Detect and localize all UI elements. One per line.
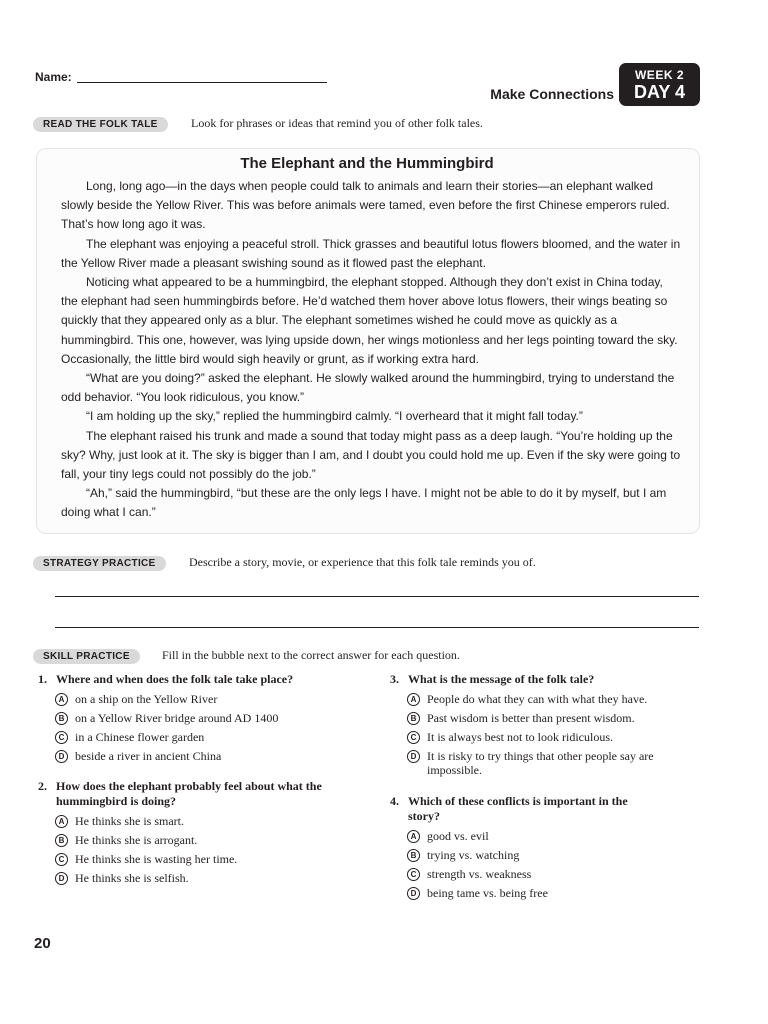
answer-option[interactable] — [38, 852, 328, 866]
option-text: on a ship on the Yellow River — [75, 692, 218, 706]
option-text: It is always best not to look ridiculous. — [427, 730, 613, 744]
question-text: How does the elephant probably feel about what the hummingbird is doing? — [56, 779, 322, 808]
bubble-c-icon[interactable]: C — [55, 731, 68, 744]
story-title: The Elephant and the Hummingbird — [240, 155, 494, 172]
skill-section-instruction: Fill in the bubble next to the correct answer for each question. — [162, 648, 460, 662]
bubble-c-icon[interactable]: C — [55, 853, 68, 866]
answer-option[interactable] — [390, 730, 700, 744]
bubble-b-icon[interactable]: B — [407, 712, 420, 725]
answer-option[interactable] — [390, 711, 700, 725]
answer-option[interactable] — [390, 848, 640, 862]
strategy-answer-line[interactable] — [55, 596, 699, 597]
question-1 — [38, 672, 338, 763]
option-text: on a Yellow River bridge around AD 1400 — [75, 711, 279, 725]
name-row — [35, 70, 335, 86]
option-text: It is risky to try things that other people say are impossible. — [427, 749, 654, 777]
story-paragraph: “What are you doing?” asked the elephant. He slowly walked around the hummingbird, trying to understand the odd behavior. “You look ridiculous, you know.” — [61, 371, 675, 405]
option-text: Past wisdom is better than present wisdom. — [427, 711, 635, 725]
strategy-section-label: STRATEGY PRACTICE — [33, 556, 166, 571]
read-section-label: READ THE FOLK TALE — [33, 117, 168, 132]
story-paragraph: The elephant raised his trunk and made a sound that today might pass as a deep laugh. “You’re holding up the sky? Why, just look at it. The sky is bigger than I am, and I doubt you could hold me up. Even if the sky were going to fall, your tiny legs could not possibly do the job.” — [61, 428, 681, 482]
option-text: being tame vs. being free — [427, 886, 548, 900]
bubble-c-icon[interactable]: C — [407, 868, 420, 881]
story-paragraph: The elephant was enjoying a peaceful stroll. Thick grasses and beautiful lotus flowers bloomed, and the water in the Yellow River made a pleasant swishing sound as it flowed past the elephant. — [61, 236, 681, 270]
bubble-a-icon[interactable]: A — [407, 830, 420, 843]
answer-option[interactable] — [390, 886, 640, 900]
bubble-c-icon[interactable]: C — [407, 731, 420, 744]
answer-option[interactable] — [390, 692, 700, 706]
story-paragraph: Noticing what appeared to be a hummingbird, the elephant stopped. Although they don’t exist in China today, the elephant had seen hummingbirds before. He’d watched them hover above lotus flowers, their wings beating so quickly that they appeared only as a blur. The elephant sometimes wished he could move as quickly as a hummingbird. This one, however, was lying upside down, her wings motionless and her legs pointing toward the sky. Occasionally, the little bird would sigh heavily or grunt, as if working extra hard. — [61, 275, 678, 366]
option-text: good vs. evil — [427, 829, 489, 843]
question-stem — [38, 779, 328, 809]
bubble-b-icon[interactable]: B — [55, 834, 68, 847]
bubble-a-icon[interactable]: A — [407, 693, 420, 706]
read-section-instruction: Look for phrases or ideas that remind you of other folk tales. — [191, 116, 483, 130]
day-label: DAY 4 — [633, 82, 686, 102]
answer-option[interactable] — [38, 871, 328, 885]
bubble-a-icon[interactable]: A — [55, 815, 68, 828]
page-number: 20 — [34, 935, 51, 952]
bubble-d-icon[interactable]: D — [407, 750, 420, 763]
question-text: Where and when does the folk tale take place? — [56, 672, 294, 686]
answer-option[interactable] — [38, 833, 328, 847]
question-3 — [390, 672, 700, 777]
answer-option[interactable] — [38, 692, 338, 706]
answer-option[interactable] — [38, 730, 338, 744]
option-text: He thinks she is smart. — [75, 814, 184, 828]
answer-option[interactable] — [38, 711, 338, 725]
answer-option[interactable] — [38, 814, 328, 828]
question-text: What is the message of the folk tale? — [408, 672, 595, 686]
option-text: He thinks she is wasting her time. — [75, 852, 238, 866]
question-stem — [390, 794, 640, 824]
question-2 — [38, 779, 328, 885]
answer-option[interactable] — [390, 867, 640, 881]
question-stem — [38, 672, 338, 687]
question-number: 3. — [390, 672, 399, 686]
option-text: He thinks she is arrogant. — [75, 833, 198, 847]
bubble-b-icon[interactable]: B — [407, 849, 420, 862]
option-text: in a Chinese flower garden — [75, 730, 205, 744]
bubble-b-icon[interactable]: B — [55, 712, 68, 725]
story-paragraph: “Ah,” said the hummingbird, “but these are the only legs I have. I might not be able to do it by myself, but I am doing what I can.” — [61, 486, 667, 520]
story-paragraph: “I am holding up the sky,” replied the hummingbird calmly. “I overheard that it might fall today.” — [86, 409, 583, 424]
question-number: 1. — [38, 672, 47, 686]
answer-option[interactable] — [390, 749, 667, 777]
lesson-subtitle: Make Connections — [490, 86, 614, 102]
week-label: WEEK 2 — [634, 68, 684, 82]
bubble-d-icon[interactable]: D — [55, 872, 68, 885]
answer-option[interactable] — [390, 829, 640, 843]
skill-section-label: SKILL PRACTICE — [33, 649, 140, 664]
week-day-tab — [619, 63, 700, 106]
question-4 — [390, 794, 640, 900]
question-text: Which of these conflicts is important in the story? — [408, 794, 628, 823]
answer-option[interactable] — [38, 749, 338, 763]
question-number: 4. — [390, 794, 399, 808]
option-text: beside a river in ancient China — [75, 749, 222, 763]
question-stem — [390, 672, 700, 687]
bubble-a-icon[interactable]: A — [55, 693, 68, 706]
strategy-section-instruction: Describe a story, movie, or experience that this folk tale reminds you of. — [189, 555, 536, 569]
bubble-d-icon[interactable]: D — [55, 750, 68, 763]
option-text: People do what they can with what they have. — [427, 692, 648, 706]
bubble-d-icon[interactable]: D — [407, 887, 420, 900]
question-number: 2. — [38, 779, 47, 793]
name-answer-line[interactable] — [77, 82, 327, 83]
option-text: trying vs. watching — [427, 848, 520, 862]
story-paragraph: Long, long ago—in the days when people could talk to animals and learn their stories—an elephant walked slowly beside the Yellow River. This was before animals were tamed, even before the first Chinese emperors ruled. That’s how long ago it was. — [61, 179, 670, 232]
option-text: He thinks she is selfish. — [75, 871, 189, 885]
option-text: strength vs. weakness — [427, 867, 532, 881]
story-text — [61, 177, 681, 523]
name-label: Name: — [35, 70, 72, 84]
strategy-answer-line[interactable] — [55, 627, 699, 628]
